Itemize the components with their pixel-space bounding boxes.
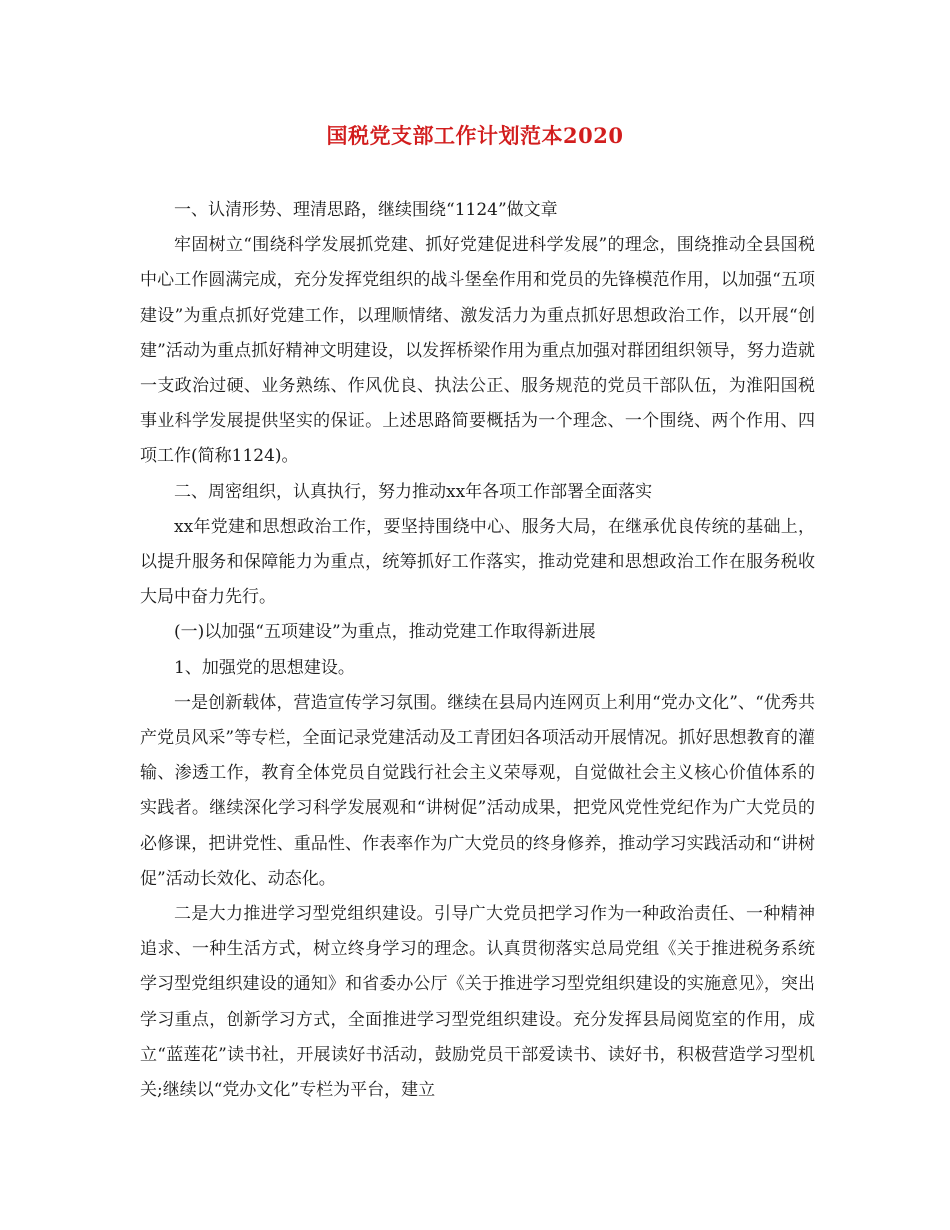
document-body: [140, 193, 815, 1108]
document-title: 国税党支部工作计划范本2020: [326, 123, 624, 148]
subsection-heading: (一)以加强“五项建设”为重点，推动党建工作取得新进展: [174, 622, 596, 643]
paragraph: 牢固树立“围绕科学发展抓党建、抓好党建促进科学发展”的理念，围绕推动全县国税中心工作圆满完成，充分发挥党组织的战斗堡垒作用和党员的先锋模范作用，以加强“五项建设”为重点抓好党建工作，以理顺情绪、激发活力为重点抓好思想政治工作，以开展“创建”活动为重点抓好精神文明建设，以发挥桥梁作用为重点加强对群团组织领导，努力造就一支政治过硬、业务熟练、作风优良、执法公正、服务规范的党员干部队伍，为淮阳国税事业科学发展提供坚实的保证。上述思路简要概括为一个理念、一个围绕、两个作用、四项工作(简称1124)。: [140, 235, 815, 467]
paragraph: 二是大力推进学习型党组织建设。引导广大党员把学习作为一种政治责任、一种精神追求、一种生活方式，树立终身学习的理念。认真贯彻落实总局党组《关于推进税务系统学习型党组织建设的通知》和省委办公厅《关于推进学习型党组织建设的实施意见》，突出学习重点，创新学习方式，全面推进学习型党组织建设。充分发挥县局阅览室的作用，成立“蓝莲花”读书社，开展读好书活动，鼓励党员干部爱读书、读好书，积极营造学习型机关;继续以“党办文化”专栏为平台，建立: [140, 904, 815, 1101]
section-heading-1: 一、认清形势、理清思路，继续围绕“1124”做文章: [174, 200, 558, 220]
section-heading-2: 二、周密组织，认真执行，努力推动xx年各项工作部署全面落实: [174, 481, 653, 502]
paragraph: xx年党建和思想政治工作，要坚持围绕中心、服务大局，在继承优良传统的基础上，以提升服务和保障能力为重点，统筹抓好工作落实，推动党建和思想政治工作在服务税收大局中奋力先行。: [140, 516, 815, 608]
paragraph: 一是创新载体，营造宣传学习氛围。继续在县局内连网页上利用“党办文化”、“优秀共产党员风采”等专栏，全面记录党建活动及工青团妇各项活动开展情况。抓好思想教育的灌输、渗透工作，教育全体党员自觉践行社会主义荣辱观，自觉做社会主义核心价值体系的实践者。继续深化学习科学发展观和“讲树促”活动成果，把党风党性党纪作为广大党员的必修课，把讲党性、重品性、作表率作为广大党员的终身修养，推动学习实践活动和“讲树促”活动长效化、动态化。: [140, 692, 815, 889]
item-heading: 1、加强党的思想建设。: [174, 657, 355, 678]
